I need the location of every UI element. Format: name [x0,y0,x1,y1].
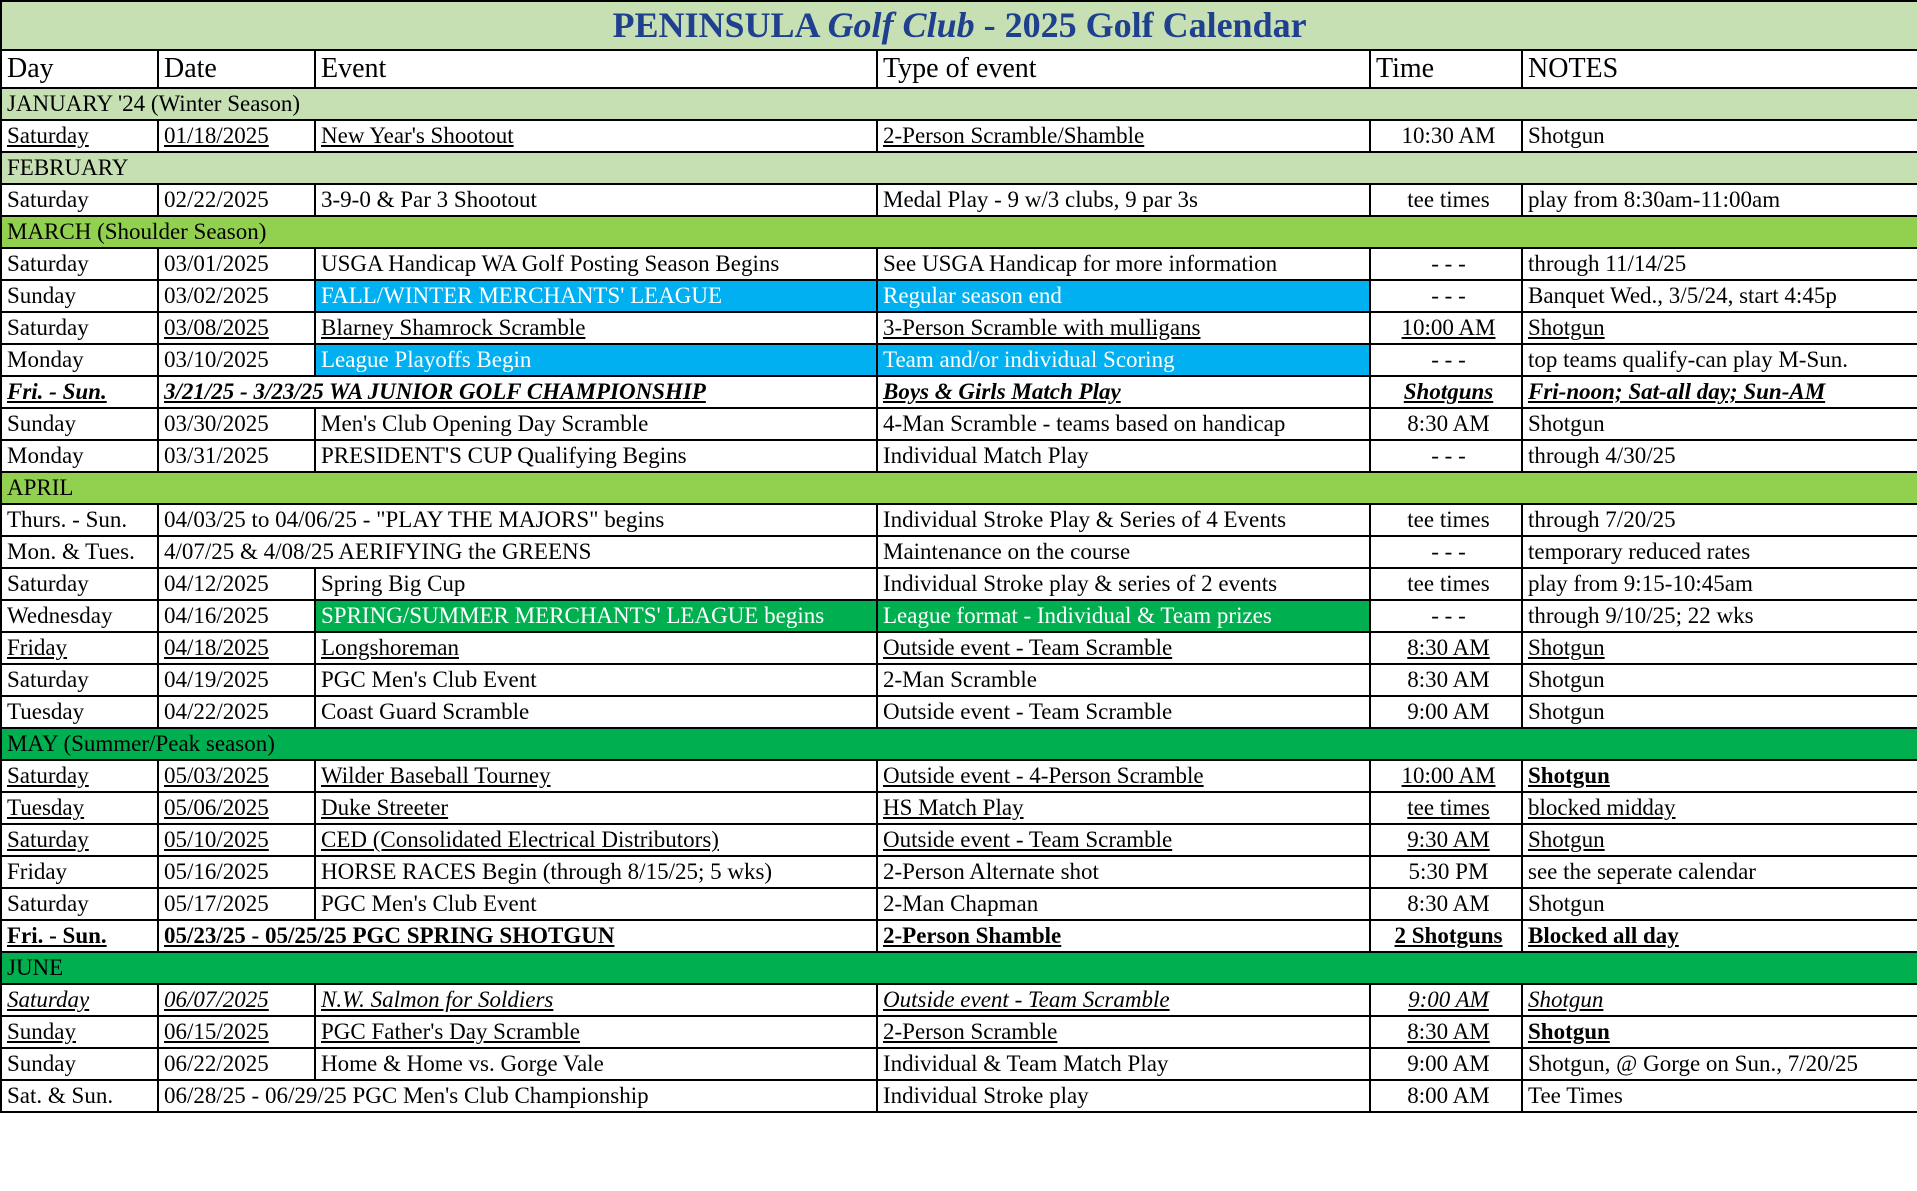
cell-day: Saturday [1,984,158,1016]
event-row [1,760,1917,792]
event-row [1,1080,1917,1112]
cell-time: - - - [1370,344,1522,376]
cell-day: Monday [1,344,158,376]
cell-time: 8:00 AM [1370,1080,1522,1112]
cell-time: 10:00 AM [1370,760,1522,792]
cell-type: HS Match Play [877,792,1370,824]
cell-date: 04/16/2025 [158,600,315,632]
cell-event: League Playoffs Begin [315,344,877,376]
header-type: Type of event [877,50,1370,88]
event-row [1,600,1917,632]
cell-day: Monday [1,440,158,472]
title-part-2: Golf Club [827,5,975,45]
cell-notes: Tee Times [1522,1080,1917,1112]
cell-day: Sunday [1,408,158,440]
event-row [1,856,1917,888]
cell-event: PGC Men's Club Event [315,888,877,920]
page-title [1,1,1917,50]
cell-date-event: 3/21/25 - 3/23/25 WA JUNIOR GOLF CHAMPIONSHIP [158,376,877,408]
cell-type: Individual Stroke Play & Series of 4 Events [877,504,1370,536]
month-label: MAY (Summer/Peak season) [1,728,1917,760]
cell-date: 05/17/2025 [158,888,315,920]
cell-type: Outside event - Team Scramble [877,696,1370,728]
cell-event: SPRING/SUMMER MERCHANTS' LEAGUE begins [315,600,877,632]
cell-event: HORSE RACES Begin (through 8/15/25; 5 wks) [315,856,877,888]
cell-time: 2 Shotguns [1370,920,1522,952]
month-label: APRIL [1,472,1917,504]
cell-type: Regular season end [877,280,1370,312]
event-row [1,696,1917,728]
month-label: MARCH (Shoulder Season) [1,216,1917,248]
cell-event: CED (Consolidated Electrical Distributors) [315,824,877,856]
cell-notes: Banquet Wed., 3/5/24, start 4:45p [1522,280,1917,312]
cell-date: 03/30/2025 [158,408,315,440]
cell-day: Saturday [1,184,158,216]
cell-event: Longshoreman [315,632,877,664]
cell-event: N.W. Salmon for Soldiers [315,984,877,1016]
cell-notes: Shotgun [1522,824,1917,856]
cell-date-event: 4/07/25 & 4/08/25 AERIFYING the GREENS [158,536,877,568]
cell-time: 8:30 AM [1370,632,1522,664]
cell-time: 9:30 AM [1370,824,1522,856]
cell-date: 04/18/2025 [158,632,315,664]
header-row [1,50,1917,88]
cell-type: 2-Person Scramble [877,1016,1370,1048]
month-row [1,216,1917,248]
event-row [1,120,1917,152]
cell-type: Outside event - Team Scramble [877,824,1370,856]
cell-notes: Shotgun [1522,312,1917,344]
cell-time: 9:00 AM [1370,1048,1522,1080]
cell-event: USGA Handicap WA Golf Posting Season Begins [315,248,877,280]
cell-date: 03/10/2025 [158,344,315,376]
cell-event: Wilder Baseball Tourney [315,760,877,792]
cell-event: Home & Home vs. Gorge Vale [315,1048,877,1080]
cell-day: Sunday [1,1016,158,1048]
event-row [1,920,1917,952]
event-row [1,824,1917,856]
cell-date: 03/01/2025 [158,248,315,280]
cell-date: 05/06/2025 [158,792,315,824]
event-row [1,184,1917,216]
event-row [1,1016,1917,1048]
cell-time: tee times [1370,792,1522,824]
event-row [1,632,1917,664]
event-row [1,312,1917,344]
cell-type: Individual Stroke play & series of 2 events [877,568,1370,600]
cell-event: PRESIDENT'S CUP Qualifying Begins [315,440,877,472]
header-notes: NOTES [1522,50,1917,88]
cell-date: 04/19/2025 [158,664,315,696]
cell-time: - - - [1370,248,1522,280]
cell-day: Saturday [1,248,158,280]
cell-event: New Year's Shootout [315,120,877,152]
cell-event: Blarney Shamrock Scramble [315,312,877,344]
event-row [1,376,1917,408]
cell-type: Boys & Girls Match Play [877,376,1370,408]
cell-type: Outside event - Team Scramble [877,632,1370,664]
cell-notes: through 11/14/25 [1522,248,1917,280]
cell-notes: blocked midday [1522,792,1917,824]
cell-time: 10:00 AM [1370,312,1522,344]
cell-time: - - - [1370,440,1522,472]
event-row [1,408,1917,440]
cell-day: Sunday [1,1048,158,1080]
cell-notes: through 9/10/25; 22 wks [1522,600,1917,632]
cell-event: PGC Father's Day Scramble [315,1016,877,1048]
cell-notes: Shotgun [1522,760,1917,792]
cell-time: tee times [1370,568,1522,600]
cell-event: Spring Big Cup [315,568,877,600]
cell-day: Mon. & Tues. [1,536,158,568]
cell-time: 10:30 AM [1370,120,1522,152]
cell-day: Tuesday [1,792,158,824]
cell-notes: Shotgun [1522,632,1917,664]
cell-event: Men's Club Opening Day Scramble [315,408,877,440]
cell-type: Medal Play - 9 w/3 clubs, 9 par 3s [877,184,1370,216]
event-row [1,888,1917,920]
cell-date: 06/15/2025 [158,1016,315,1048]
month-label: JANUARY '24 (Winter Season) [1,88,1917,120]
cell-time: - - - [1370,280,1522,312]
cell-notes: through 4/30/25 [1522,440,1917,472]
cell-notes: temporary reduced rates [1522,536,1917,568]
cell-type: Team and/or individual Scoring [877,344,1370,376]
month-row [1,952,1917,984]
title-row [1,1,1917,50]
cell-notes: Shotgun, @ Gorge on Sun., 7/20/25 [1522,1048,1917,1080]
cell-date: 03/31/2025 [158,440,315,472]
cell-day: Saturday [1,120,158,152]
cell-date: 03/02/2025 [158,280,315,312]
cell-time: Shotguns [1370,376,1522,408]
event-row [1,248,1917,280]
cell-date: 05/16/2025 [158,856,315,888]
cell-time: tee times [1370,504,1522,536]
month-row [1,88,1917,120]
cell-time: 8:30 AM [1370,408,1522,440]
event-row [1,664,1917,696]
cell-date: 04/22/2025 [158,696,315,728]
cell-day: Thurs. - Sun. [1,504,158,536]
cell-date: 05/10/2025 [158,824,315,856]
cell-day: Saturday [1,824,158,856]
cell-notes: through 7/20/25 [1522,504,1917,536]
event-row [1,792,1917,824]
cell-notes: see the seperate calendar [1522,856,1917,888]
event-row [1,440,1917,472]
cell-day: Fri. - Sun. [1,376,158,408]
cell-notes: Shotgun [1522,120,1917,152]
cell-day: Saturday [1,312,158,344]
cell-event: FALL/WINTER MERCHANTS' LEAGUE [315,280,877,312]
event-row [1,344,1917,376]
cell-type: Outside event - Team Scramble [877,984,1370,1016]
cell-time: 9:00 AM [1370,696,1522,728]
cell-date: 06/22/2025 [158,1048,315,1080]
header-time: Time [1370,50,1522,88]
cell-notes: play from 9:15-10:45am [1522,568,1917,600]
cell-notes: Shotgun [1522,696,1917,728]
cell-notes: Shotgun [1522,664,1917,696]
cell-day: Saturday [1,888,158,920]
cell-event: Coast Guard Scramble [315,696,877,728]
cell-time: 9:00 AM [1370,984,1522,1016]
cell-time: - - - [1370,600,1522,632]
title-part-1: PENINSULA [612,5,828,45]
cell-notes: Shotgun [1522,888,1917,920]
cell-type: Maintenance on the course [877,536,1370,568]
cell-event: 3-9-0 & Par 3 Shootout [315,184,877,216]
cell-type: Outside event - 4-Person Scramble [877,760,1370,792]
cell-event: Duke Streeter [315,792,877,824]
cell-date-event: 05/23/25 - 05/25/25 PGC SPRING SHOTGUN [158,920,877,952]
cell-type: 2-Person Shamble [877,920,1370,952]
cell-date-event: 04/03/25 to 04/06/25 - "PLAY THE MAJORS" begins [158,504,877,536]
cell-day: Friday [1,856,158,888]
cell-time: 8:30 AM [1370,664,1522,696]
event-row [1,536,1917,568]
cell-event: PGC Men's Club Event [315,664,877,696]
cell-type: Individual & Team Match Play [877,1048,1370,1080]
cell-day: Sat. & Sun. [1,1080,158,1112]
cell-day: Saturday [1,568,158,600]
cell-notes: Shotgun [1522,408,1917,440]
cell-type: 2-Man Scramble [877,664,1370,696]
cell-notes: Shotgun [1522,1016,1917,1048]
cell-date: 05/03/2025 [158,760,315,792]
cell-type: Individual Match Play [877,440,1370,472]
cell-type: 4-Man Scramble - teams based on handicap [877,408,1370,440]
cell-time: 8:30 AM [1370,888,1522,920]
cell-date: 06/07/2025 [158,984,315,1016]
month-row [1,472,1917,504]
cell-date: 04/12/2025 [158,568,315,600]
cell-day: Tuesday [1,696,158,728]
header-event: Event [315,50,877,88]
cell-date: 02/22/2025 [158,184,315,216]
cell-time: - - - [1370,536,1522,568]
cell-type: 3-Person Scramble with mulligans [877,312,1370,344]
cell-date: 03/08/2025 [158,312,315,344]
cell-type: Individual Stroke play [877,1080,1370,1112]
cell-day: Wednesday [1,600,158,632]
cell-time: tee times [1370,184,1522,216]
cell-day: Saturday [1,664,158,696]
month-label: JUNE [1,952,1917,984]
month-row [1,728,1917,760]
cell-notes: Fri-noon; Sat-all day; Sun-AM [1522,376,1917,408]
cell-time: 5:30 PM [1370,856,1522,888]
event-row [1,984,1917,1016]
header-day: Day [1,50,158,88]
cell-date-event: 06/28/25 - 06/29/25 PGC Men's Club Championship [158,1080,877,1112]
cell-date: 01/18/2025 [158,120,315,152]
event-row [1,280,1917,312]
cell-day: Fri. - Sun. [1,920,158,952]
cell-type: League format - Individual & Team prizes [877,600,1370,632]
event-row [1,504,1917,536]
cell-day: Friday [1,632,158,664]
cell-type: 2-Man Chapman [877,888,1370,920]
cell-type: 2-Person Scramble/Shamble [877,120,1370,152]
cell-day: Sunday [1,280,158,312]
month-row [1,152,1917,184]
title-part-3: - 2025 Golf Calendar [974,5,1307,45]
event-row [1,568,1917,600]
cell-notes: top teams qualify-can play M-Sun. [1522,344,1917,376]
cell-type: See USGA Handicap for more information [877,248,1370,280]
cell-notes: Blocked all day [1522,920,1917,952]
cell-day: Saturday [1,760,158,792]
month-label: FEBRUARY [1,152,1917,184]
header-date: Date [158,50,315,88]
cell-time: 8:30 AM [1370,1016,1522,1048]
cell-type: 2-Person Alternate shot [877,856,1370,888]
event-row [1,1048,1917,1080]
cell-notes: play from 8:30am-11:00am [1522,184,1917,216]
cell-notes: Shotgun [1522,984,1917,1016]
